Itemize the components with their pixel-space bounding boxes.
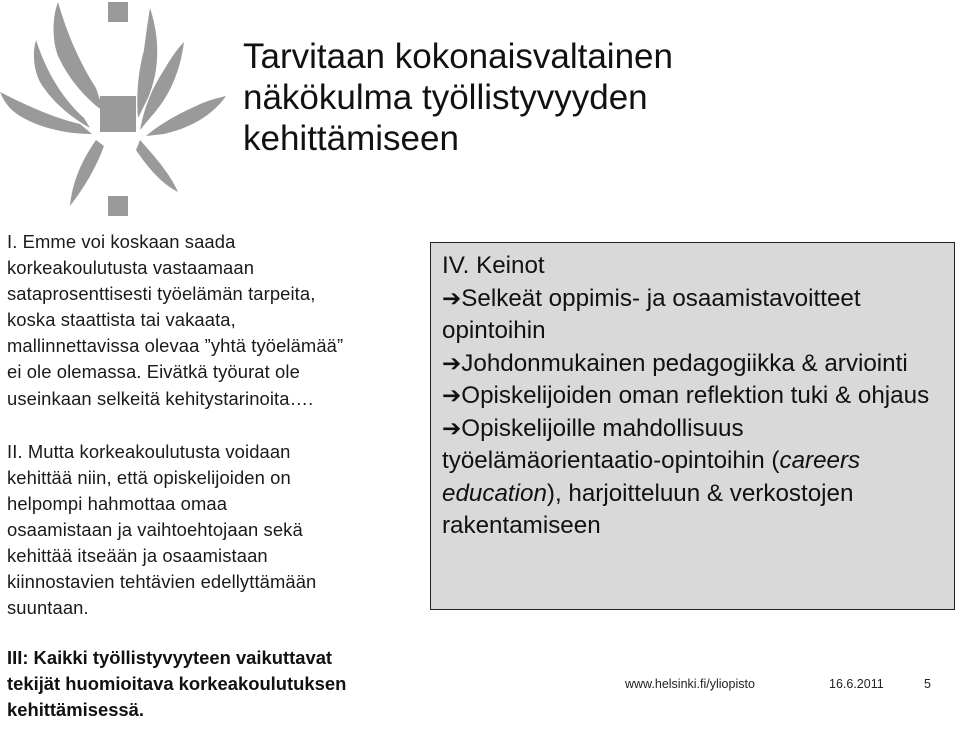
keinot-item-3-text: Opiskelijoiden oman reflektion tuki & ohjaus	[461, 382, 930, 409]
keinot-item-1-text: Selkeät oppimis- ja osaamistavoitteet opintoihin	[442, 284, 861, 344]
right-arrow-icon: ➔	[442, 383, 462, 409]
paragraph-1: I. Emme voi koskaan saada korkeakoulutusta vastaamaan sataprosenttisesti työelämän tarpeita, koska staattista tai vakaata, mallinnettavissa olevaa ”yhtä työelämää” ei ole olemassa. Eivätkä työurat ole useinkaan selkeitä kehitystarinoita….	[7, 231, 344, 409]
keinot-heading: IV. Keinot	[442, 252, 545, 279]
slide-title: Tarvitaan kokonaisvaltainen näkökulma työllistyvyyden kehittämiseen	[243, 37, 673, 158]
keinot-box	[430, 242, 955, 610]
footer-page-number: 5	[924, 677, 931, 691]
footer-url: www.helsinki.fi/yliopisto	[625, 677, 755, 691]
keinot-item-2-text: Johdonmukainen pedagogiikka & arviointi	[461, 349, 908, 377]
keinot-item-4	[442, 413, 944, 543]
right-arrow-icon: ➔	[442, 415, 462, 442]
keinot-item-2	[442, 348, 944, 381]
right-arrow-icon: ➔	[442, 350, 462, 377]
keinot-item-1	[442, 283, 944, 348]
keinot-item-4-text-pre: Opiskelijoille mahdollisuus työelämäorientaatio-opintoihin (	[442, 414, 780, 474]
paragraph-2: II. Mutta korkeakoulutusta voidaan kehittää niin, että opiskelijoiden on helpompi hahmottaa omaa osaamistaan ja vaihtoehtojaan sekä kehittää itseään ja osaamistaan kiinnostavien tehtävien edellyttämään suuntaan.	[7, 440, 317, 619]
paragraph-3: III: Kaikki työllistyvyyteen vaikuttavat tekijät huomioitava korkeakoulutuksen kehittämisessä.	[7, 647, 347, 721]
footer-date: 16.6.2011	[829, 677, 884, 691]
keinot-item-4-italic: careers education	[442, 447, 861, 507]
right-arrow-icon: ➔	[442, 285, 462, 312]
left-column	[7, 229, 417, 742]
university-flame-logo-icon	[0, 0, 240, 225]
keinot-item-4-text-post: ), harjoitteluun & verkostojen rakentamiseen	[442, 479, 854, 539]
keinot-item-3	[442, 380, 944, 413]
